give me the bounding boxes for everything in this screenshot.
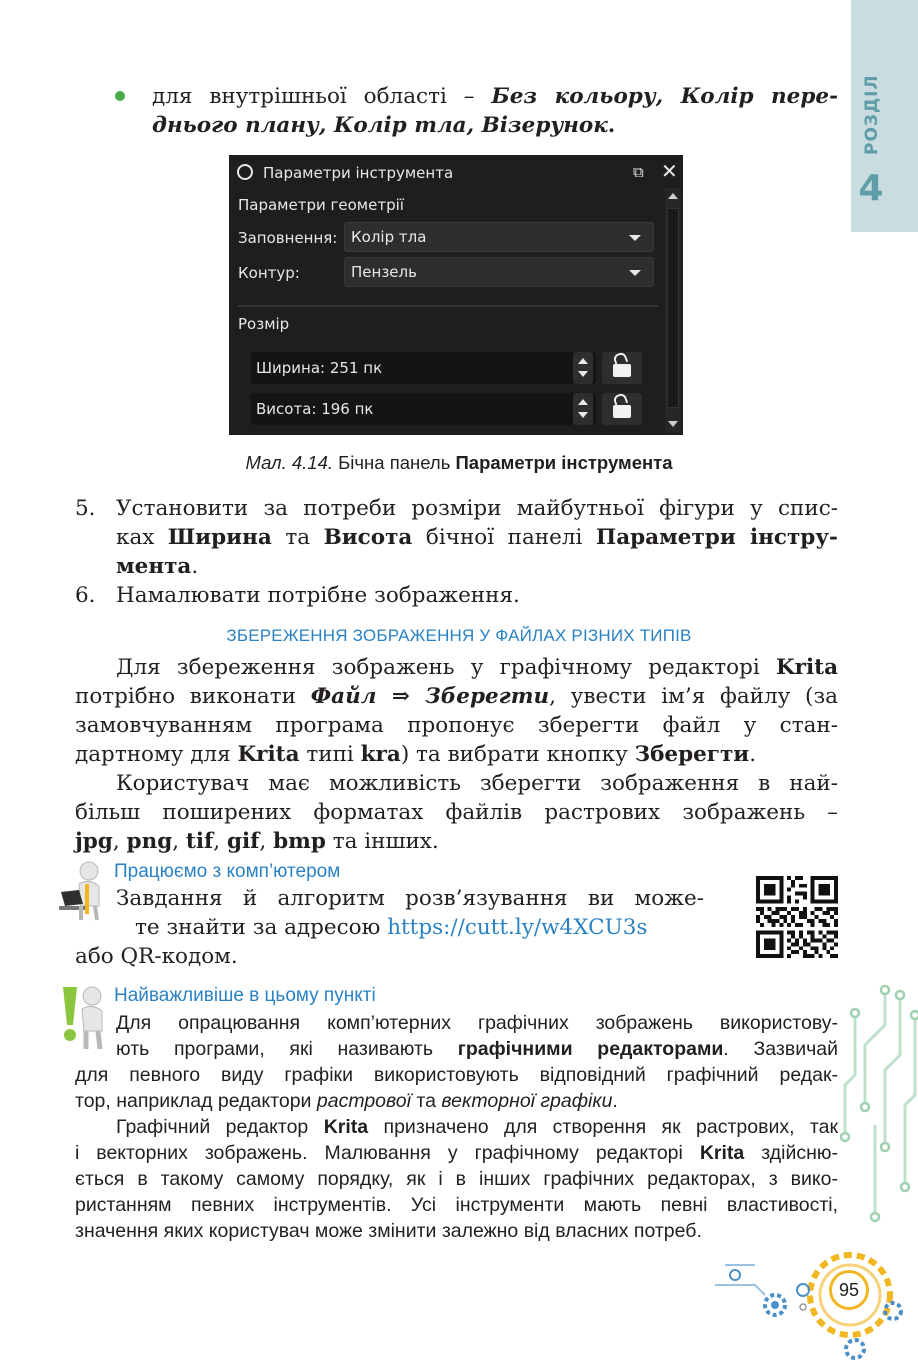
summary-title: Найважливіше в цьому пункті [114,985,376,1006]
panel-scrollbar[interactable] [665,188,681,433]
figure-caption: Мал. 4.14. Бічна панель Параметри інструмента [245,452,673,473]
qr-code[interactable] [756,876,838,958]
step-6-text: Намалювати потрібне зображення. [116,583,520,608]
computer-block-title: Працюємо з комп’ютером [114,861,341,882]
outline-value: Пензель [351,263,417,281]
computer-user-icon [55,860,105,922]
width-field[interactable] [251,352,596,384]
summary-line-8: ристанням певних інструментів. Усі інструменти мають певні властивості, [75,1194,838,1216]
lock-icon [613,405,631,418]
summary-line-3: для певного виду графіки використовують відповідний графічний редак- [75,1064,838,1086]
arrow-down-icon [578,371,588,377]
para2-line-2: більш поширених форматах файлів растрових зображень – [75,800,838,825]
lock-icon[interactable] [237,164,253,180]
height-lock-button[interactable] [602,393,642,425]
divider [238,305,658,307]
chevron-down-icon [629,235,641,241]
page-number: 95 [829,1270,869,1310]
section-heading: ЗБЕРЕЖЕННЯ ЗОБРАЖЕННЯ У ФАЙЛАХ РІЗНИХ ТИПІВ [226,626,692,645]
para1-line-3: замовчуванням програма пропонує зберегти файл у стан- [75,713,838,738]
arrow-down-icon [578,412,588,418]
outline-label: Контур: [238,264,300,282]
height-stepper[interactable] [573,393,593,425]
para1-line-2: потрібно виконати Файл ⇒ Зберегти, увести ім’я файлу (за [75,684,838,709]
bullet-line-2: днього плану, Колір тла, Візерунок. [152,113,616,138]
step-5-line-3: мента. [116,554,199,579]
step-5-line-2: ках Ширина та Висота бічної панелі Параметри інстру- [116,525,838,550]
summary-line-4: тор, наприклад редактори растрової та векторної графіки. [75,1090,618,1112]
summary-line-2: ють програми, які називають графічними редакторами. Зазвичай [116,1038,838,1060]
summary-line-9: значення яких користувач може змінити залежно від власних потреб. [75,1220,702,1242]
bullet-dot [115,91,125,101]
scroll-up-icon [668,193,678,199]
summary-line-7: ється в такому самому порядку, як і в інших графічних редакторах, з вико- [75,1168,838,1190]
float-panel-icon[interactable]: ⧉ [633,163,644,181]
width-value: Ширина: 251 пк [256,359,383,377]
bullet-line-1: для внутрішньої області – Без кольору, Колір пере- [152,84,838,109]
outline-dropdown[interactable] [344,257,654,287]
computer-line-3: або QR-кодом. [75,944,238,969]
panel-title: Параметри інструмента [263,164,454,182]
para2-line-1: Користувач має можливість зберегти зображення в най- [116,771,838,796]
height-value: Висота: 196 пк [256,400,374,418]
lock-icon [613,364,631,377]
width-lock-button[interactable] [602,352,642,384]
circuit-decoration [835,985,918,1255]
summary-line-5: Графічний редактор Krita призначено для створення як растрових, так [116,1116,838,1138]
close-icon[interactable]: ✕ [661,159,678,183]
tool-options-panel [229,155,683,435]
computer-line-2: те знайти за адресою https://cutt.ly/w4XCU3s [135,915,648,940]
height-field[interactable] [251,393,596,425]
scroll-thumb[interactable] [667,208,679,408]
step-5-number: 5. [75,496,96,521]
geometry-section-label: Параметри геометрії [238,196,404,214]
size-section-label: Розмір [238,315,290,333]
para1-line-1: Для збереження зображень у графічному редакторі Krita [116,655,838,680]
para2-line-3: jpg, png, tif, gif, bmp та інших. [75,829,439,854]
chevron-down-icon [629,270,641,276]
section-tab-number: 4 [858,168,884,209]
summary-line-1: Для опрацювання комп’ютерних графічних зображень використову- [116,1012,838,1034]
step-5-line-1: Установити за потреби розміри майбутньої фігури у спис- [116,496,838,521]
fill-dropdown[interactable] [344,222,654,252]
task-link[interactable]: https://cutt.ly/w4XCU3s [387,915,648,940]
width-stepper[interactable] [573,352,593,384]
fill-label: Заповнення: [238,229,338,247]
gears-decoration [715,1245,918,1360]
exclamation-person-icon [58,985,106,1051]
summary-line-6: і векторних зображень. Малювання у графічному редакторі Krita здійсню- [75,1142,839,1164]
fill-value: Колір тла [351,228,427,246]
step-6-number: 6. [75,583,96,608]
section-tab-word: РОЗДІЛ [862,74,882,155]
arrow-up-icon [578,358,588,364]
para1-line-4: дартному для Krita типі kra) та вибрати кнопку Зберегти. [75,742,757,767]
arrow-up-icon [578,399,588,405]
scroll-down-icon [668,421,678,427]
clipped-row [238,290,458,300]
computer-line-1: Завдання й алгоритм розв’язування ви може- [116,886,704,911]
